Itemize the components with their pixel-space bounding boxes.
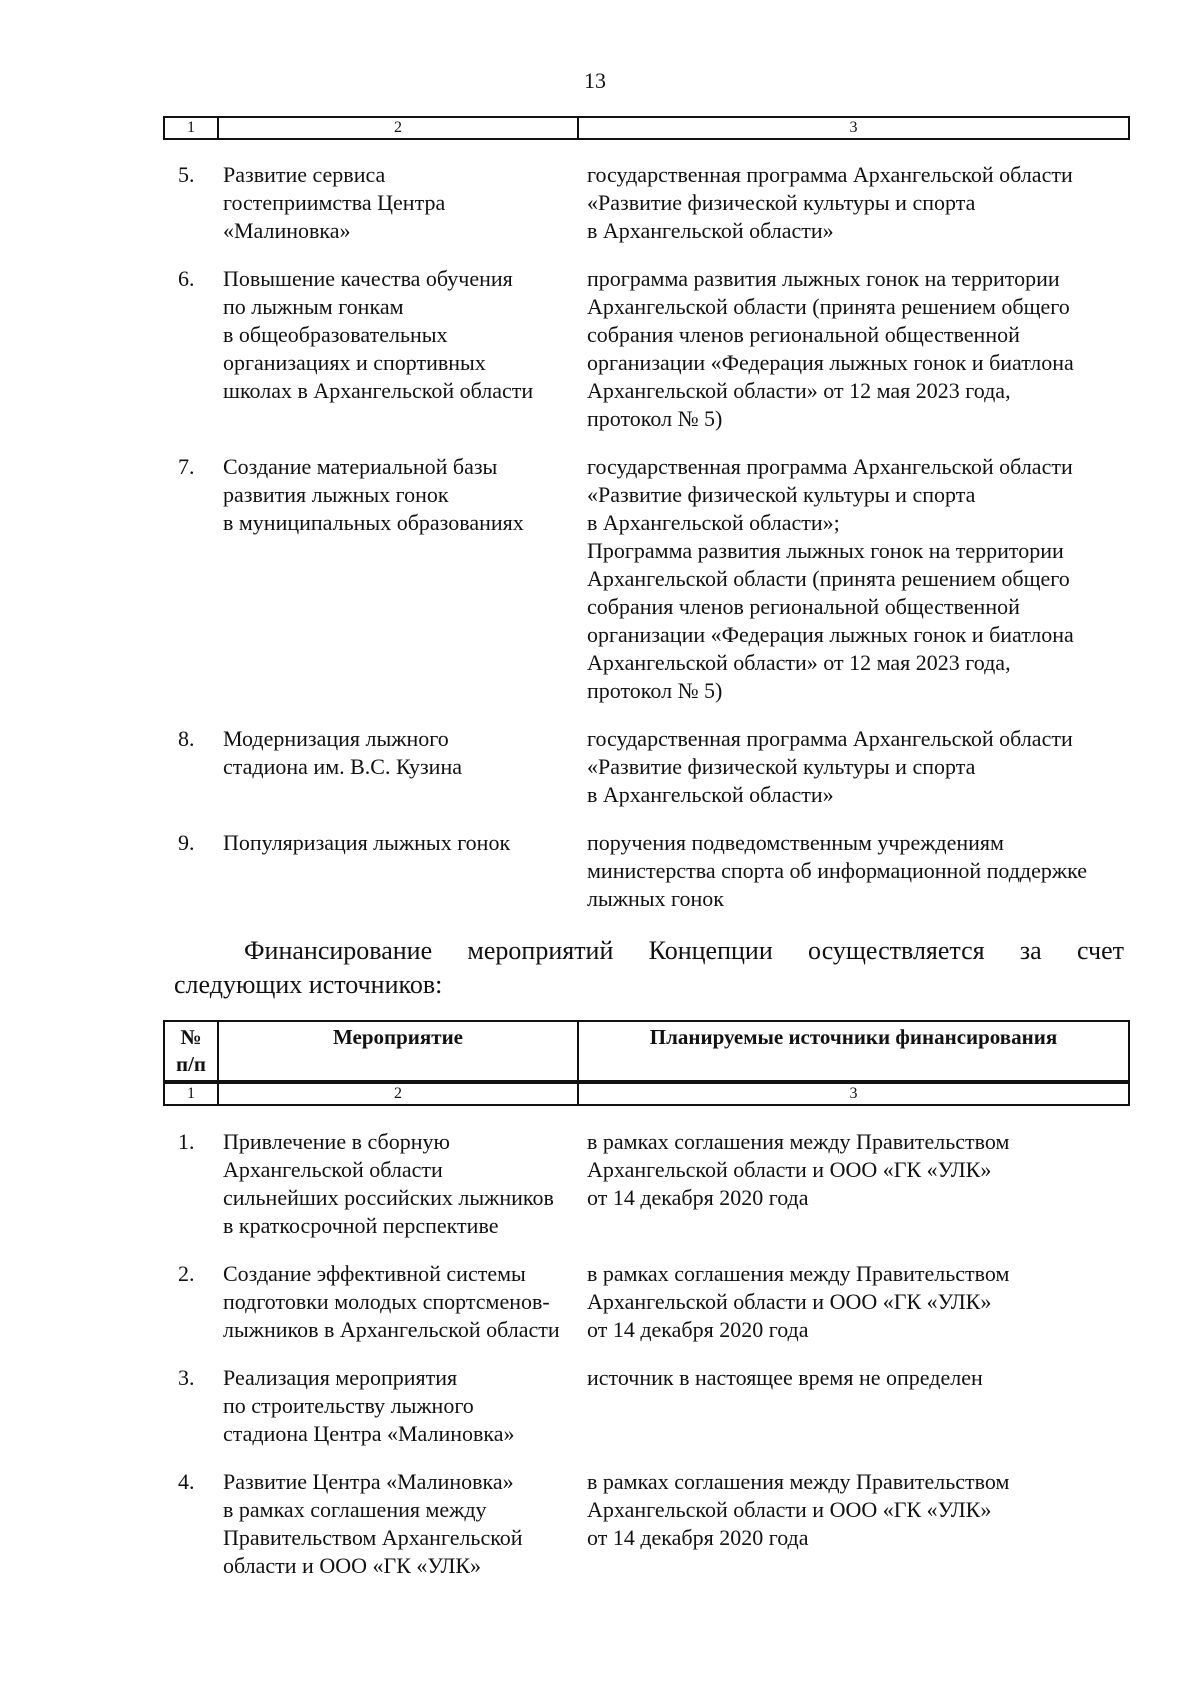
column-number: 1	[164, 117, 218, 139]
event-cell: Модернизация лыжного стадиона им. В.С. Кузина	[223, 726, 462, 779]
column-number: 3	[578, 117, 1129, 139]
source-cell: в рамках соглашения между Правительством Архангельской области и ООО «ГК «УЛК» от 14 декабря 2020 года	[587, 1129, 1010, 1210]
source-cell: программа развития лыжных гонок на территории Архангельской области (принята решением общего собрания членов региональной общественной организации «Федерация лыжных гонок и биатлона Архангельской области» от 12 мая 2023 года, протокол № 5)	[587, 266, 1074, 431]
table-row	[163, 1128, 1130, 1240]
event-cell: Развитие сервиса гостеприимства Центра «Малиновка»	[223, 162, 446, 243]
event-cell: Создание эффективной системы подготовки молодых спортсменов- лыжников в Архангельской области	[223, 1261, 560, 1342]
table-row	[163, 829, 1130, 913]
source-cell: государственная программа Архангельской области «Развитие физической культуры и спорта в Архангельской области»; Программа развития лыжных гонок на территории Архангельской области (принята решением общего собрания членов региональной общественной организации «Федерация лыжных гонок и биатлона Архангельской области» от 12 мая 2023 года, протокол № 5)	[587, 454, 1074, 703]
table-row	[163, 725, 1130, 809]
table2-body	[163, 1128, 1130, 1580]
table1-column-numbers	[163, 116, 1130, 140]
row-number: 3.	[178, 1365, 195, 1390]
row-number: 7.	[178, 454, 195, 479]
source-cell: в рамках соглашения между Правительством Архангельской области и ООО «ГК «УЛК» от 14 декабря 2020 года	[587, 1261, 1010, 1342]
event-cell: Развитие Центра «Малиновка» в рамках соглашения между Правительством Архангельской области и ООО «ГК «УЛК»	[223, 1469, 523, 1578]
column-number: 3	[578, 1083, 1129, 1105]
source-cell: государственная программа Архангельской области «Развитие физической культуры и спорта в Архангельской области»	[587, 162, 1073, 243]
table-row	[163, 161, 1130, 245]
column-number: 1	[164, 1083, 218, 1105]
row-number: 6.	[178, 266, 195, 291]
table-row	[163, 265, 1130, 433]
row-number: 9.	[178, 830, 195, 855]
column-number: 2	[218, 1083, 578, 1105]
source-cell: поручения подведомственным учреждениям министерства спорта об информационной поддержке лыжных гонок	[587, 830, 1087, 911]
paragraph-line: следующих источников:	[174, 970, 443, 999]
row-number: 1.	[178, 1129, 195, 1154]
row-number: 5.	[178, 162, 195, 187]
header-source: Планируемые источники финансирования	[578, 1021, 1129, 1081]
table1-body	[163, 161, 1130, 913]
row-number: 8.	[178, 726, 195, 751]
row-number: 4.	[178, 1469, 195, 1494]
event-cell: Повышение качества обучения по лыжным гонкам в общеобразовательных организациях и спортивных школах в Архангельской области	[223, 266, 534, 403]
paragraph-line: Финансирование мероприятий Концепции осуществляется за счет	[244, 936, 1124, 965]
table2-header	[163, 1020, 1130, 1082]
event-cell: Реализация мероприятия по строительству лыжного стадиона Центра «Малиновка»	[223, 1365, 515, 1446]
table-row	[163, 1364, 1130, 1448]
table-row	[163, 1260, 1130, 1344]
source-cell: в рамках соглашения между Правительством Архангельской области и ООО «ГК «УЛК» от 14 декабря 2020 года	[587, 1469, 1010, 1550]
column-number: 2	[218, 117, 578, 139]
table-row	[163, 453, 1130, 705]
row-number: 2.	[178, 1261, 195, 1286]
page-number: 13	[584, 68, 606, 93]
table-row	[163, 1468, 1130, 1580]
header-num: № п/п	[164, 1021, 218, 1081]
event-cell: Создание материальной базы развития лыжных гонок в муниципальных образованиях	[223, 454, 524, 535]
event-cell: Популяризация лыжных гонок	[223, 830, 511, 855]
source-cell: государственная программа Архангельской области «Развитие физической культуры и спорта в Архангельской области»	[587, 726, 1073, 807]
event-cell: Привлечение в сборную Архангельской области сильнейших российских лыжников в краткосрочной перспективе	[223, 1129, 554, 1238]
source-cell: источник в настоящее время не определен	[587, 1365, 983, 1390]
financing-paragraph	[174, 934, 1124, 1002]
header-event: Мероприятие	[218, 1021, 578, 1081]
table2-column-numbers	[163, 1082, 1130, 1106]
